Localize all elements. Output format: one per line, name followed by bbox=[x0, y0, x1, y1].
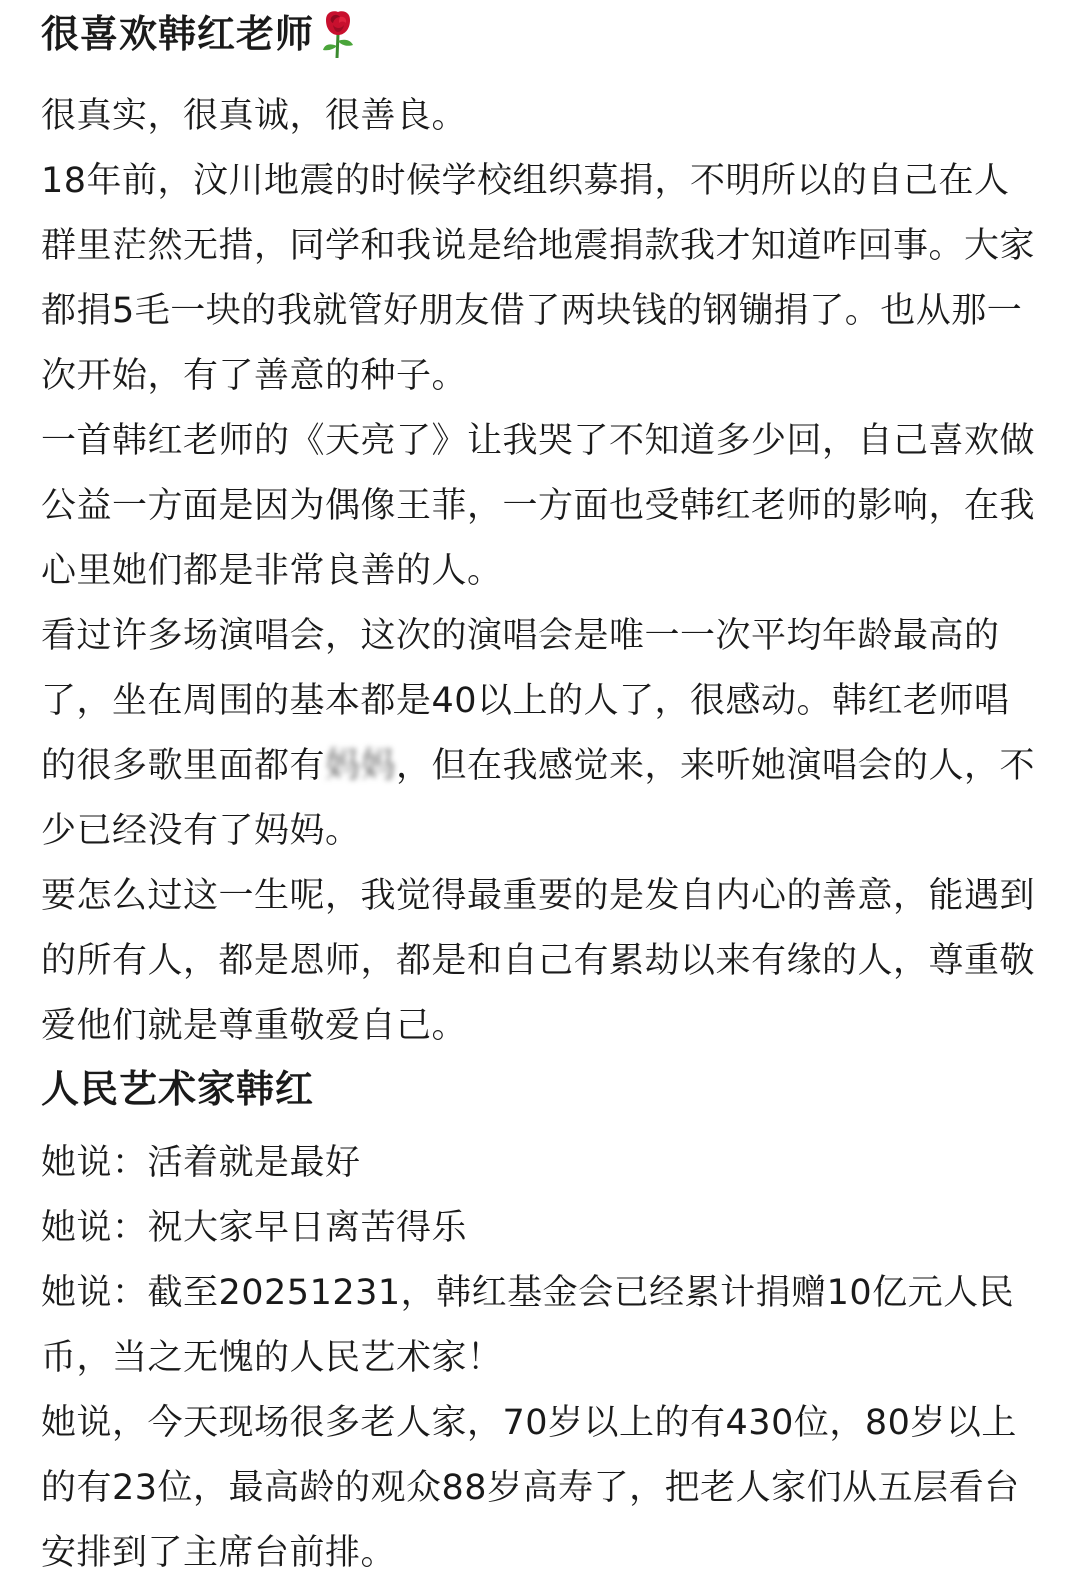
paragraph-life: 要怎么过这一生呢，我觉得最重要的是发自内心的善意，能遇到的所有人，都是恩师，都是和自己有累劫以来有缘的人，尊重敬爱他们就是尊重敬爱自己。 bbox=[41, 876, 1036, 1046]
post-title-text: 很喜欢韩红老师 bbox=[41, 12, 315, 56]
paragraph-concert-part2: ，但在我感觉来，来听她演唱会的人，不少已经没有了妈妈。 bbox=[41, 746, 1036, 851]
paragraph-intro: 很真实，很真诚，很善良。 bbox=[41, 96, 468, 136]
rose-icon bbox=[318, 8, 358, 60]
quote-list bbox=[41, 1131, 1040, 1586]
paragraph-wenchuan: 18年前，汶川地震的时候学校组织募捐，不明所以的自己在人群里茫然无措，同学和我说是给地震捐款我才知道咋回事。大家都捐5毛一块的我就管好朋友借了两块钱的钢镚捐了。也从那一次开始，有了善意的种子。 bbox=[41, 161, 1036, 396]
post-title bbox=[41, 6, 1040, 62]
paragraph-tianliangle: 一首韩红老师的《天亮了》让我哭了不知道多少回，自己喜欢做公益一方面是因为偶像王菲，一方面也受韩红老师的影响，在我心里她们都是非常良善的人。 bbox=[41, 421, 1036, 591]
blurred-word: 妈妈 bbox=[325, 746, 397, 786]
paragraph-concert-part1: 看过许多场演唱会，这次的演唱会是唯一一次平均年龄最高的了，坐在周围的基本都是40以上的人了，很感动。韩红老师唱的很多歌里面都有 bbox=[41, 616, 1010, 786]
section-title: 人民艺术家韩红 bbox=[41, 1067, 315, 1111]
quote-item: 她说：活着就是最好 bbox=[41, 1143, 361, 1183]
post-body bbox=[41, 84, 1040, 1059]
quote-item: 她说，今天现场很多老人家，70岁以上的有430位，80岁以上的有23位，最高龄的观众88岁高寿了，把老人家们从五层看台安排到了主席台前排。 bbox=[41, 1403, 1020, 1573]
quote-item: 她说：截至20251231，韩红基金会已经累计捐赠10亿元人民币，当之无愧的人民艺术家！ bbox=[41, 1273, 1015, 1378]
paragraph-concert bbox=[41, 604, 1040, 864]
quote-item: 她说：祝大家早日离苦得乐 bbox=[41, 1208, 468, 1248]
